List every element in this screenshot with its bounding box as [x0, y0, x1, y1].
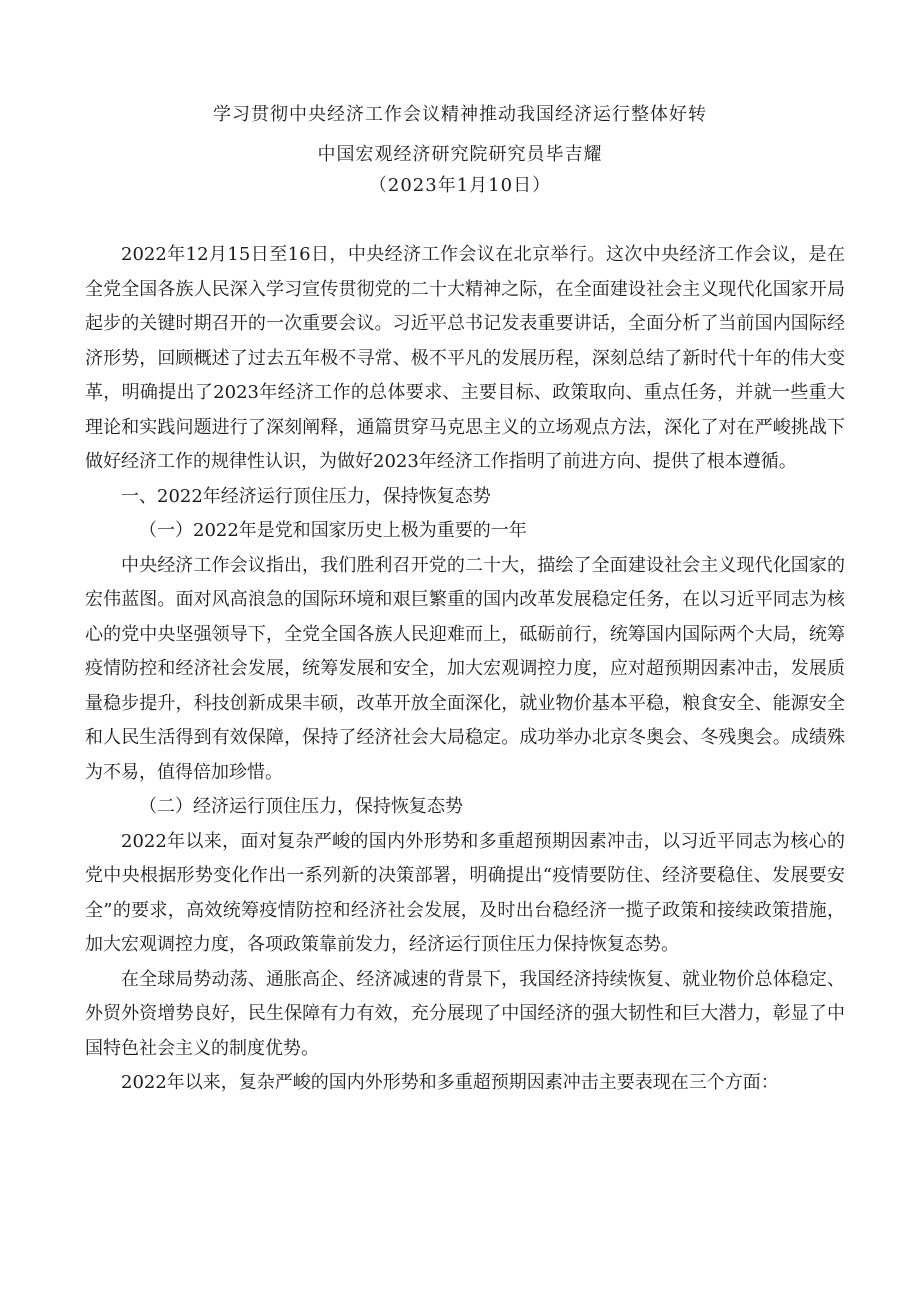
paragraph-3: 2022年以来，面对复杂严峻的国内外形势和多重超预期因素冲击，以习近平同志为核心的党中央根据形势变化作出一系列新的决策部署，明确提出“疫情要防住、经济要稳住、发展要安全”的要求，高效统筹疫情防控和经济社会发展，及时出台稳经济一揽子政策和接续政策措施，加大宏观调控力度，各项政策靠前发力，经济运行顶住压力保持恢复态势。: [85, 830, 845, 955]
subsection-heading-1-2: （二）经济运行顶住压力，保持恢复态势: [139, 796, 463, 817]
document-body: [85, 238, 845, 1101]
section-heading-1: 一、2022年经济运行顶住压力，保持恢复态势: [121, 485, 491, 507]
document-title: 学习贯彻中央经济工作会议精神推动我国经济运行整体好转: [213, 104, 707, 125]
author-byline: 中国宏观经济研究院研究员毕吉耀: [317, 144, 603, 165]
paragraph-intro: 2022年12月15日至16日，中央经济工作会议在北京举行。这次中央经济工作会议，是在全党全国各族人民深入学习宣传贯彻党的二十大精神之际，在全面建设社会主义现代化国家开局起步的关键时期召开的一次重要会议。习近平总书记发表重要讲话，全面分析了当前国内国际经济形势，回顾概述了过去五年极不寻常、极不平凡的发展历程，深刻总结了新时代十年的伟大变革，明确提出了2023年经济工作的总体要求、主要目标、政策取向、重点任务，并就一些重大理论和实践问题进行了深刻阐释，通篇贯穿马克思主义的立场观点方法，深化了对在严峻挑战下做好经济工作的规律性认识，为做好2023年经济工作指明了前进方向、提供了根本遵循。: [85, 244, 845, 472]
subsection-heading-1-1: （一）2022年是党和国家历史上极为重要的一年: [139, 520, 527, 541]
paragraph-4: 在全球局势动荡、通胀高企、经济减速的背景下，我国经济持续恢复、就业物价总体稳定、外贸外资增势良好，民生保障有力有效，充分展现了中国经济的强大韧性和巨大潜力，彰显了中国特色社会主义的制度优势。: [85, 968, 845, 1059]
paragraph-2: 中央经济工作会议指出，我们胜利召开党的二十大，描绘了全面建设社会主义现代化国家的宏伟蓝图。面对风高浪急的国际环境和艰巨繁重的国内改革发展稳定任务，在以习近平同志为核心的党中央坚强领导下，全党全国各族人民迎难而上，砥砺前行，统筹国内国际两个大局，统筹疫情防控和经济社会发展，统筹发展和安全，加大宏观调控力度，应对超预期因素冲击，发展质量稳步提升，科技创新成果丰硕，改革开放全面深化，就业物价基本平稳，粮食安全、能源安全和人民生活得到有效保障，保持了经济社会大局稳定。成功举办北京冬奥会、冬残奥会。成绩殊为不易，值得倍加珍惜。: [85, 554, 845, 783]
paragraph-5: 2022年以来，复杂严峻的国内外形势和多重超预期因素冲击主要表现在三个方面：: [121, 1072, 779, 1093]
publish-date: （2023年1月10日）: [368, 175, 552, 196]
